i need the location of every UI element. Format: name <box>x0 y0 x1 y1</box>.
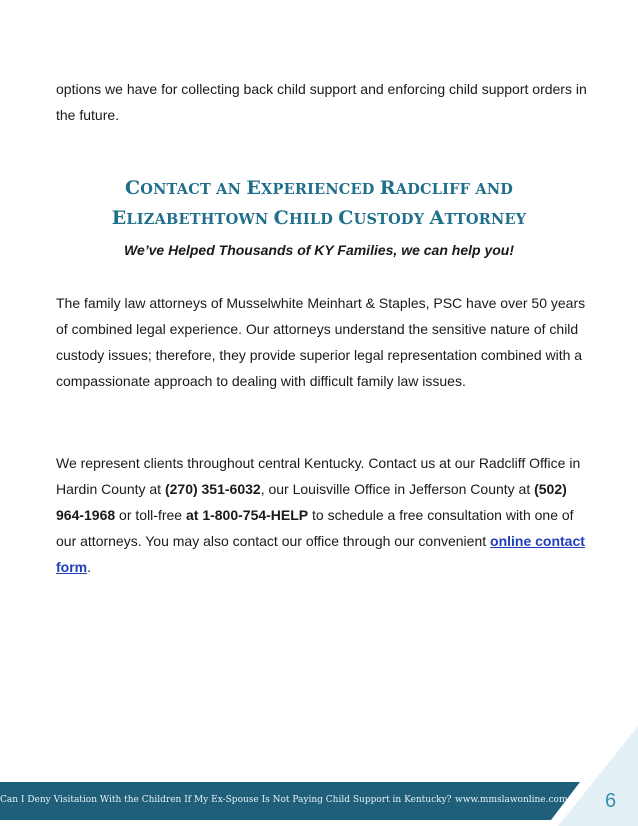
contact-paragraph: We represent clients throughout central Kentucky. Contact us at our Radcliff Office in Hardin County at (270) 351-6032, our Louisville Office in Jefferson County at (502) 964-1968 or toll-free at 1-800-754-HELP to schedule a free consultation with one of our attorneys. You may also contact our office through our convenient online contact form. <box>56 455 585 575</box>
phone-radcliff: (270) 351-6032 <box>164 481 261 497</box>
phone-toll-free: at 1-800-754-HELP <box>185 507 309 523</box>
heading-line-2: ELIZABETHTOWN CHILD CUSTODY ATTORNEY <box>111 207 527 229</box>
section-heading <box>0 174 638 234</box>
corner-decoration <box>558 726 638 826</box>
firm-paragraph: The family law attorneys of Musselwhite Meinhart & Staples, PSC have over 50 years of combined legal experience. Our attorneys understand the sensitive nature of child custody issues; therefore, they provide superior legal representation combined with a compassionate approach to dealing with difficult family law issues. <box>56 295 586 389</box>
heading-line-1: CONTACT AN EXPERIENCED RADCLIFF AND <box>124 177 514 199</box>
intro-paragraph: options we have for collecting back child support and enforcing child support orders in the future. <box>56 81 587 123</box>
footer-document-title: Can I Deny Visitation With the Children If My Ex-Spouse Is Not Paying Child Support in Kentucky? <box>0 795 452 805</box>
tagline: We’ve Helped Thousands of KY Families, we can help you! <box>123 242 515 258</box>
page-number: 6 <box>605 790 617 812</box>
phone-louisville: (502) 964-1968 <box>56 481 567 523</box>
online-contact-form-link[interactable]: online contact form <box>56 533 585 575</box>
footer-url: www.mmslawonline.com <box>455 795 568 805</box>
